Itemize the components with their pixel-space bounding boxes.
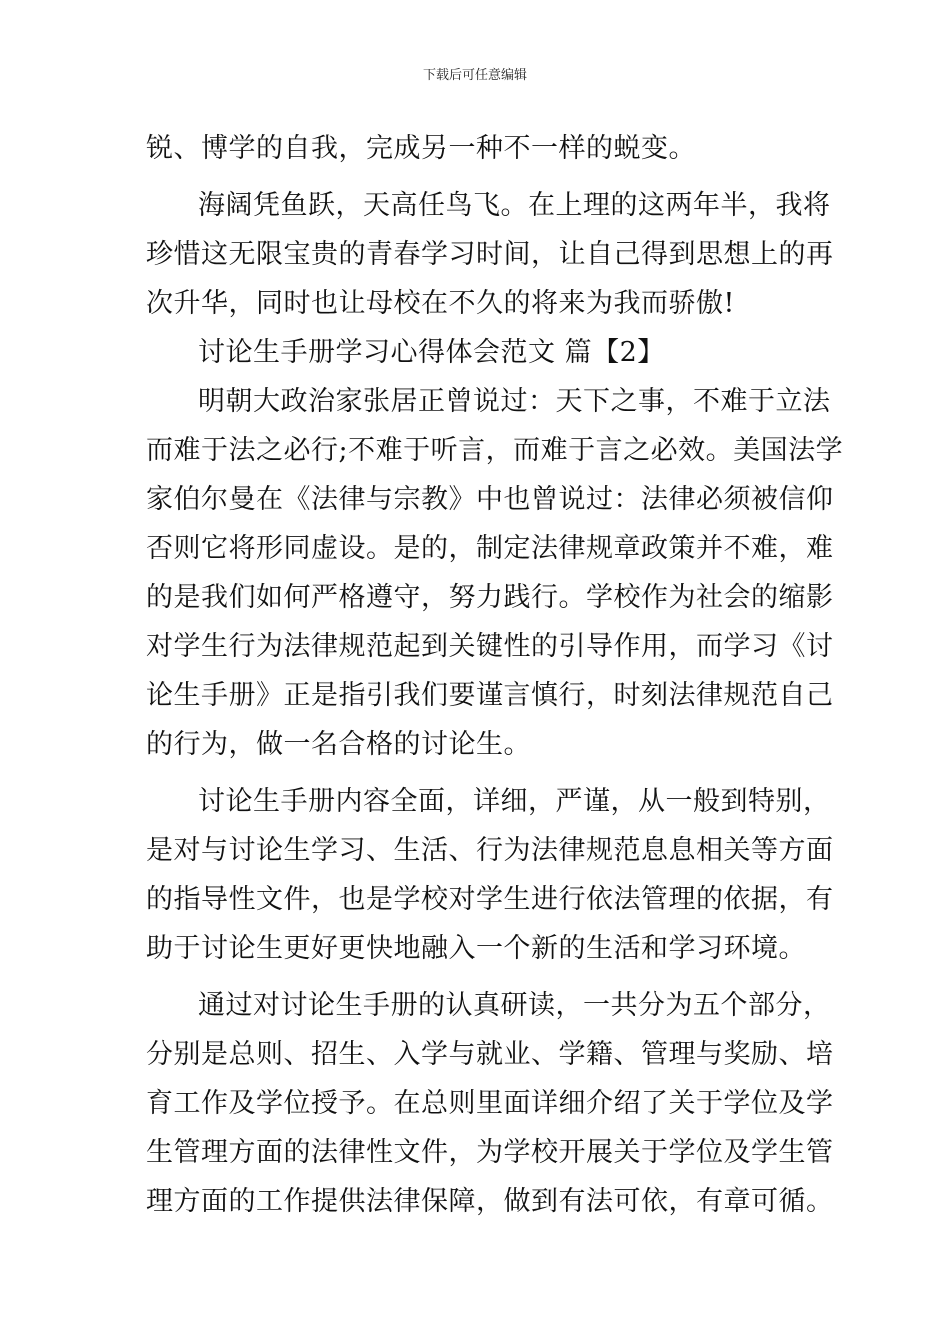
text-line: 的是我们如何严格遵守，努力践行。学校作为社会的缩影 (146, 582, 834, 613)
text-line: 家伯尔曼在《法律与宗教》中也曾说过：法律必须被信仰 (146, 484, 834, 515)
paragraph-start-line: 明朝大政治家张居正曾说过：天下之事，不难于立法 (198, 386, 831, 417)
text-line: 对学生行为法律规范起到关键性的引导作用，而学习《讨 (146, 631, 834, 662)
text-line: 次升华，同时也让母校在不久的将来为我而骄傲! (146, 288, 735, 319)
text-line: 的指导性文件，也是学校对学生进行依法管理的依据，有 (146, 884, 834, 915)
text-line: 育工作及学位授予。在总则里面详细介绍了关于学位及学 (146, 1088, 834, 1119)
text-line: 锐、博学的自我，完成另一种不一样的蜕变。 (146, 133, 696, 164)
text-line: 珍惜这无限宝贵的青春学习时间，让自己得到思想上的再 (146, 239, 834, 270)
text-line: 而难于法之必行;不难于听言，而难于言之必效。美国法学 (146, 435, 844, 466)
section-heading: 讨论生手册学习心得体会范文 篇【2】 (198, 337, 665, 368)
paragraph-start-line: 海阔凭鱼跃，天高任鸟飞。在上理的这两年半，我将 (198, 190, 831, 221)
text-line: 的行为，做一名合格的讨论生。 (146, 729, 531, 760)
text-line: 论生手册》正是指引我们要谨言慎行，时刻法律规范自己 (146, 680, 834, 711)
paragraph-start-line: 讨论生手册内容全面，详细，严谨，从一般到特别， (198, 786, 831, 817)
text-line: 助于讨论生更好更快地融入一个新的生活和学习环境。 (146, 933, 806, 964)
document-body (146, 124, 844, 1226)
text-line: 理方面的工作提供法律保障，做到有法可依，有章可循。 (146, 1186, 834, 1217)
text-line: 是对与讨论生学习、生活、行为法律规范息息相关等方面 (146, 835, 834, 866)
text-line: 否则它将形同虚设。是的，制定法律规章政策并不难，难 (146, 533, 834, 564)
paragraph-start-line: 通过对讨论生手册的认真研读，一共分为五个部分， (198, 990, 831, 1021)
text-line: 生管理方面的法律性文件，为学校开展关于学位及学生管 (146, 1137, 834, 1168)
text-line: 分别是总则、招生、入学与就业、学籍、管理与奖励、培 (146, 1039, 834, 1070)
page-header: 下载后可任意编辑 (422, 68, 527, 83)
